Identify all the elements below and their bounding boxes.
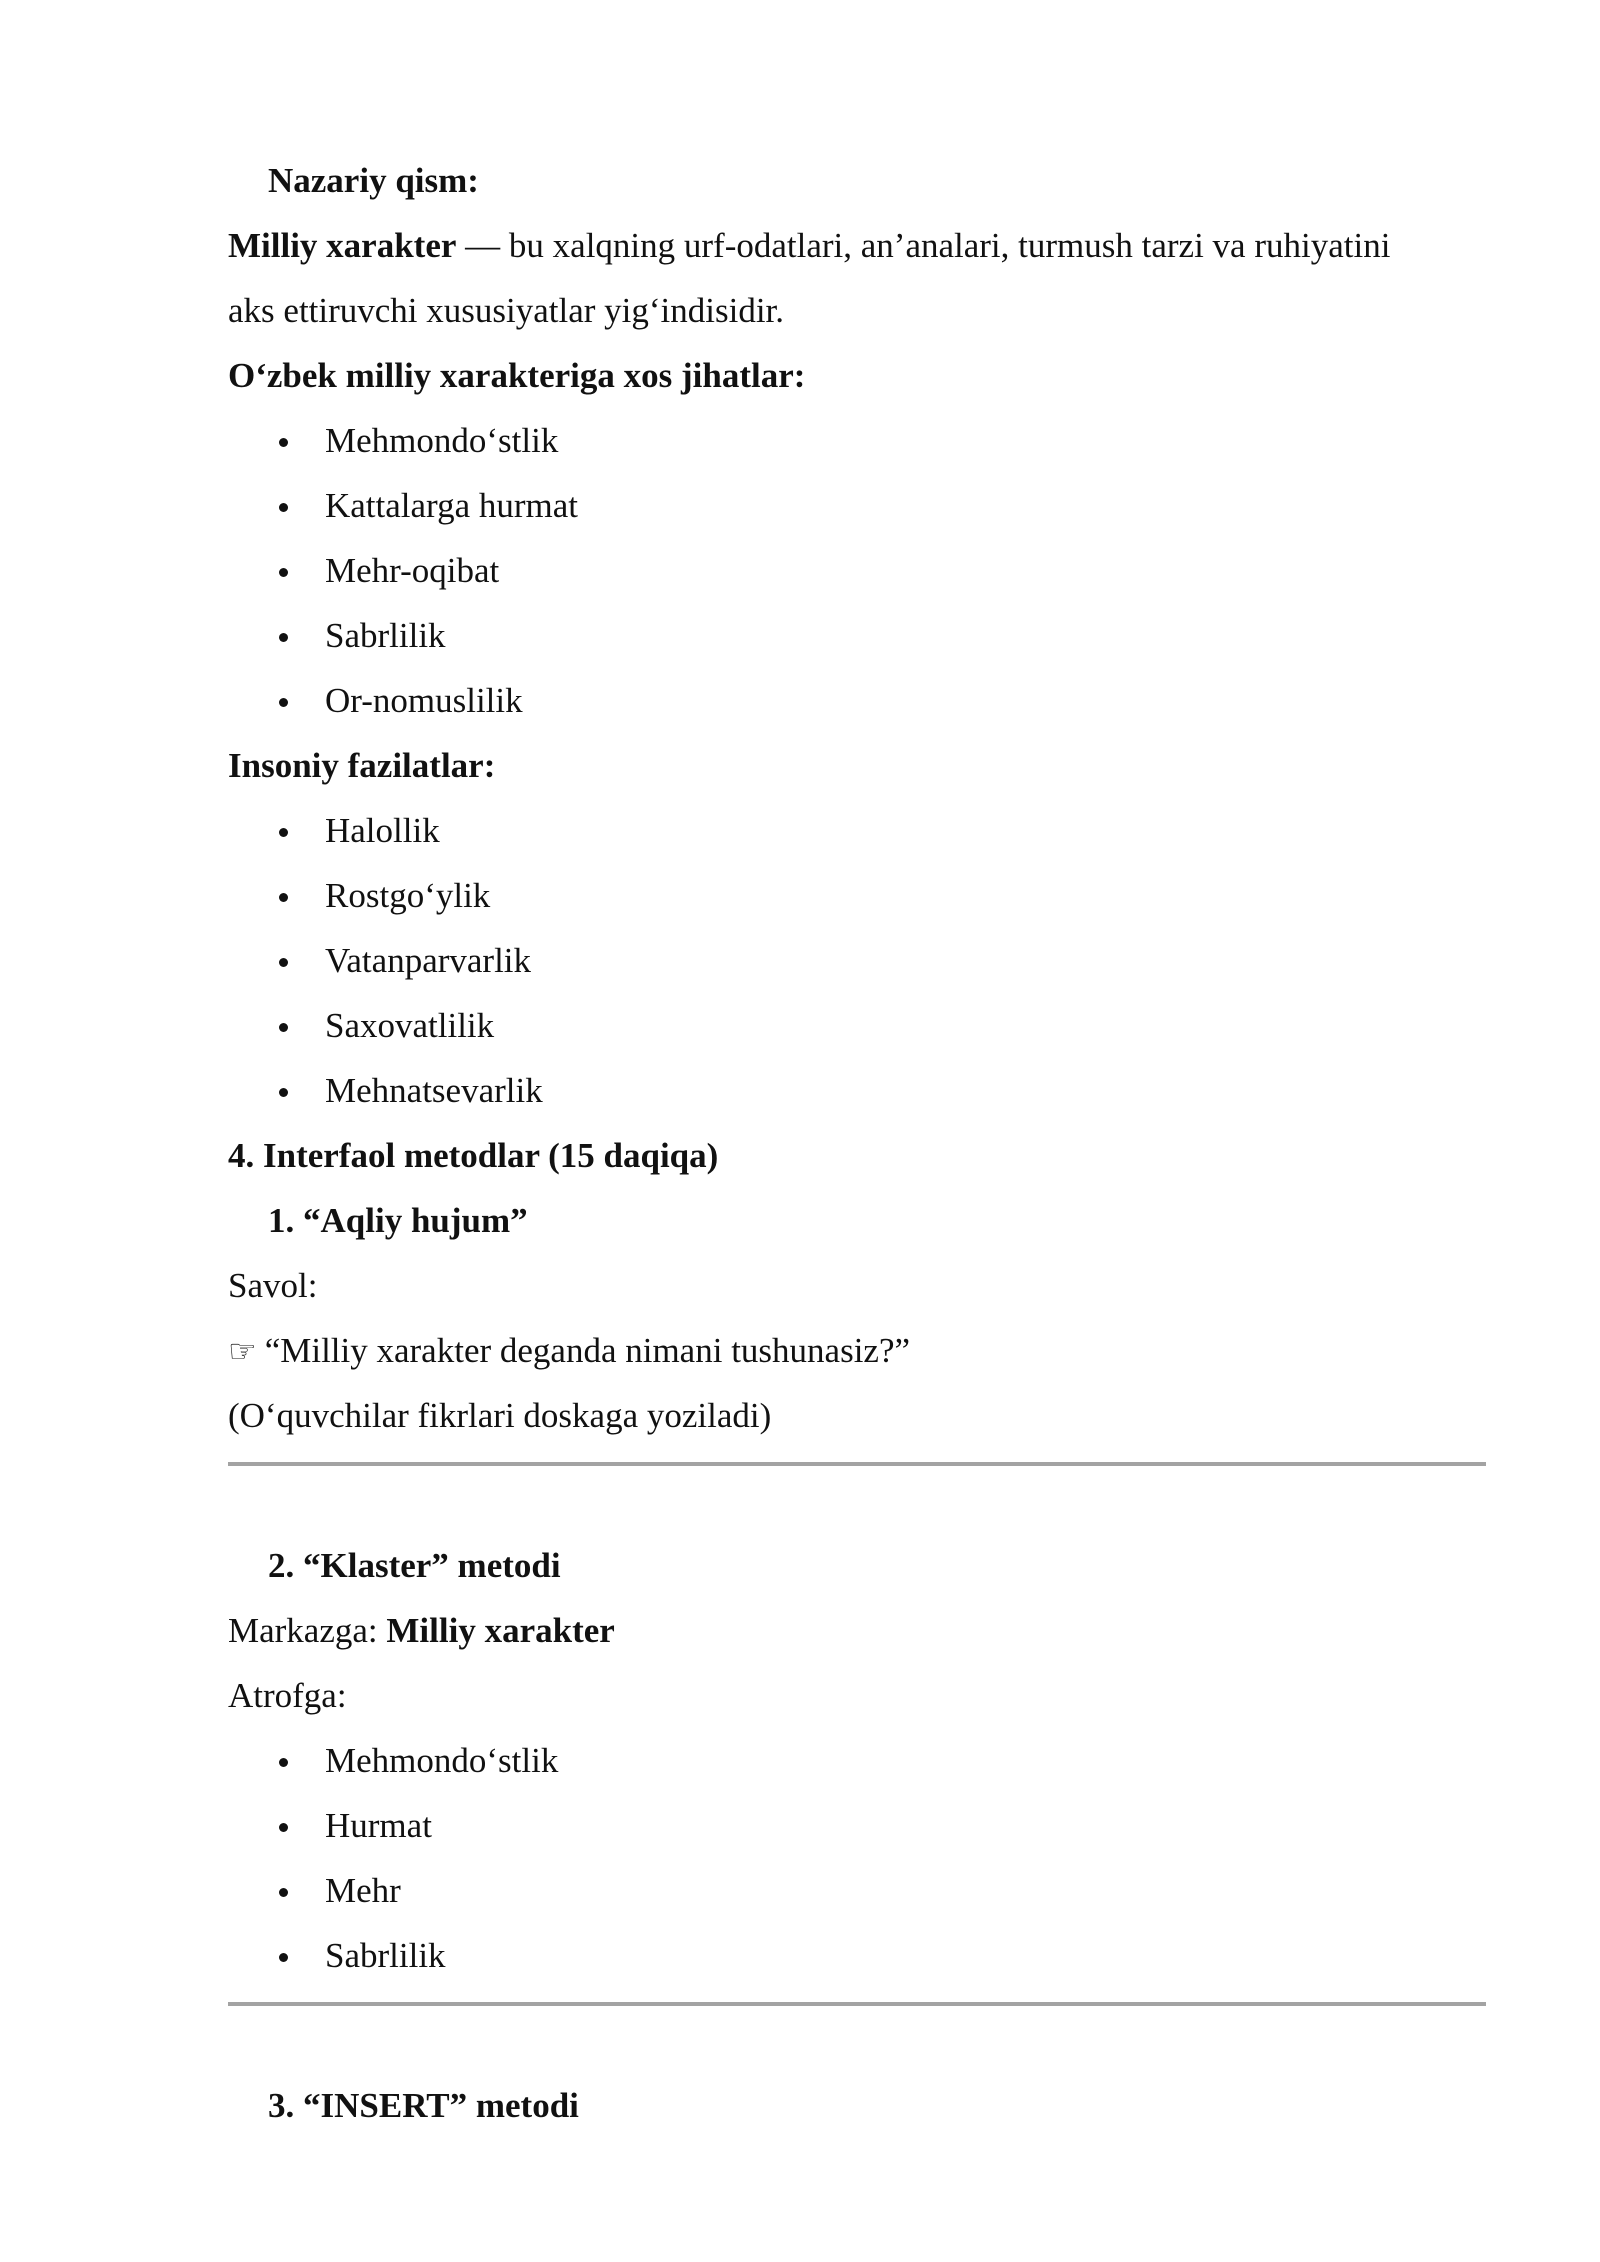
- bullet-icon: [279, 958, 288, 967]
- virtues-list: [228, 798, 1486, 1123]
- traits-heading: O‘zbek milliy xarakteriga xos jihatlar:: [228, 356, 806, 395]
- bullet-icon: [279, 1758, 288, 1767]
- list-item: Rostgo‘ylik: [228, 863, 1486, 928]
- question-text: “Milliy xarakter deganda nimani tushunasiz?”: [264, 1331, 911, 1370]
- bullet-icon: [279, 438, 288, 447]
- list-item: Sabrlilik: [228, 1923, 1486, 1988]
- bullet-icon: [279, 1023, 288, 1032]
- bullet-icon: [279, 1088, 288, 1097]
- brainstorm-note: (O‘quvchilar fikrlari doskaga yoziladi): [228, 1396, 772, 1435]
- list-item: Mehmondo‘stlik: [228, 408, 1486, 473]
- definition-text: — bu xalqning urf-odatlari, an’analari, turmush tarzi va ruhiyatini: [456, 226, 1391, 265]
- list-item: Saxovatlilik: [228, 993, 1486, 1058]
- document-page: [228, 148, 1486, 2138]
- traits-list: [228, 408, 1486, 733]
- bullet-icon: [279, 1823, 288, 1832]
- cluster-title: 2. “Klaster” metodi: [268, 1546, 561, 1585]
- cluster-center: [228, 1598, 1486, 1663]
- bullet-icon: [279, 828, 288, 837]
- brainstorm-title: 1. “Aqliy hujum”: [268, 1201, 528, 1240]
- theory-heading: Nazariy qism:: [268, 161, 479, 200]
- virtues-heading: Insoniy fazilatlar:: [228, 746, 496, 785]
- definition-term: Milliy xarakter: [228, 226, 457, 265]
- question-line: [228, 1318, 1486, 1383]
- list-item: Halollik: [228, 798, 1486, 863]
- pointing-hand-icon: ☞: [228, 1332, 257, 1370]
- list-item: Vatanparvarlik: [228, 928, 1486, 993]
- list-item: Mehr-oqibat: [228, 538, 1486, 603]
- bullet-icon: [279, 698, 288, 707]
- bullet-icon: [279, 893, 288, 902]
- cluster-around-label: Atrofga:: [228, 1676, 347, 1715]
- insert-title: 3. “INSERT” metodi: [268, 2086, 579, 2125]
- bullet-icon: [279, 503, 288, 512]
- question-label: Savol:: [228, 1266, 318, 1305]
- bullet-icon: [279, 1953, 288, 1962]
- definition-line-2: aks ettiruvchi xususiyatlar yig‘indisidir.: [228, 291, 785, 330]
- list-item: Or-nomuslilik: [228, 668, 1486, 733]
- methods-heading: 4. Interfaol metodlar (15 daqiqa): [228, 1136, 719, 1175]
- cluster-center-value: Milliy xarakter: [386, 1611, 615, 1650]
- list-item: Mehmondo‘stlik: [228, 1728, 1486, 1793]
- list-item: Sabrlilik: [228, 603, 1486, 668]
- bullet-icon: [279, 633, 288, 642]
- bullet-icon: [279, 568, 288, 577]
- list-item: Mehnatsevarlik: [228, 1058, 1486, 1123]
- bullet-icon: [279, 1888, 288, 1897]
- list-item: Kattalarga hurmat: [228, 473, 1486, 538]
- definition-line-1: [228, 213, 1486, 278]
- cluster-center-label: Markazga:: [228, 1611, 387, 1650]
- list-item: Hurmat: [228, 1793, 1486, 1858]
- cluster-list: [228, 1728, 1486, 1988]
- list-item: Mehr: [228, 1858, 1486, 1923]
